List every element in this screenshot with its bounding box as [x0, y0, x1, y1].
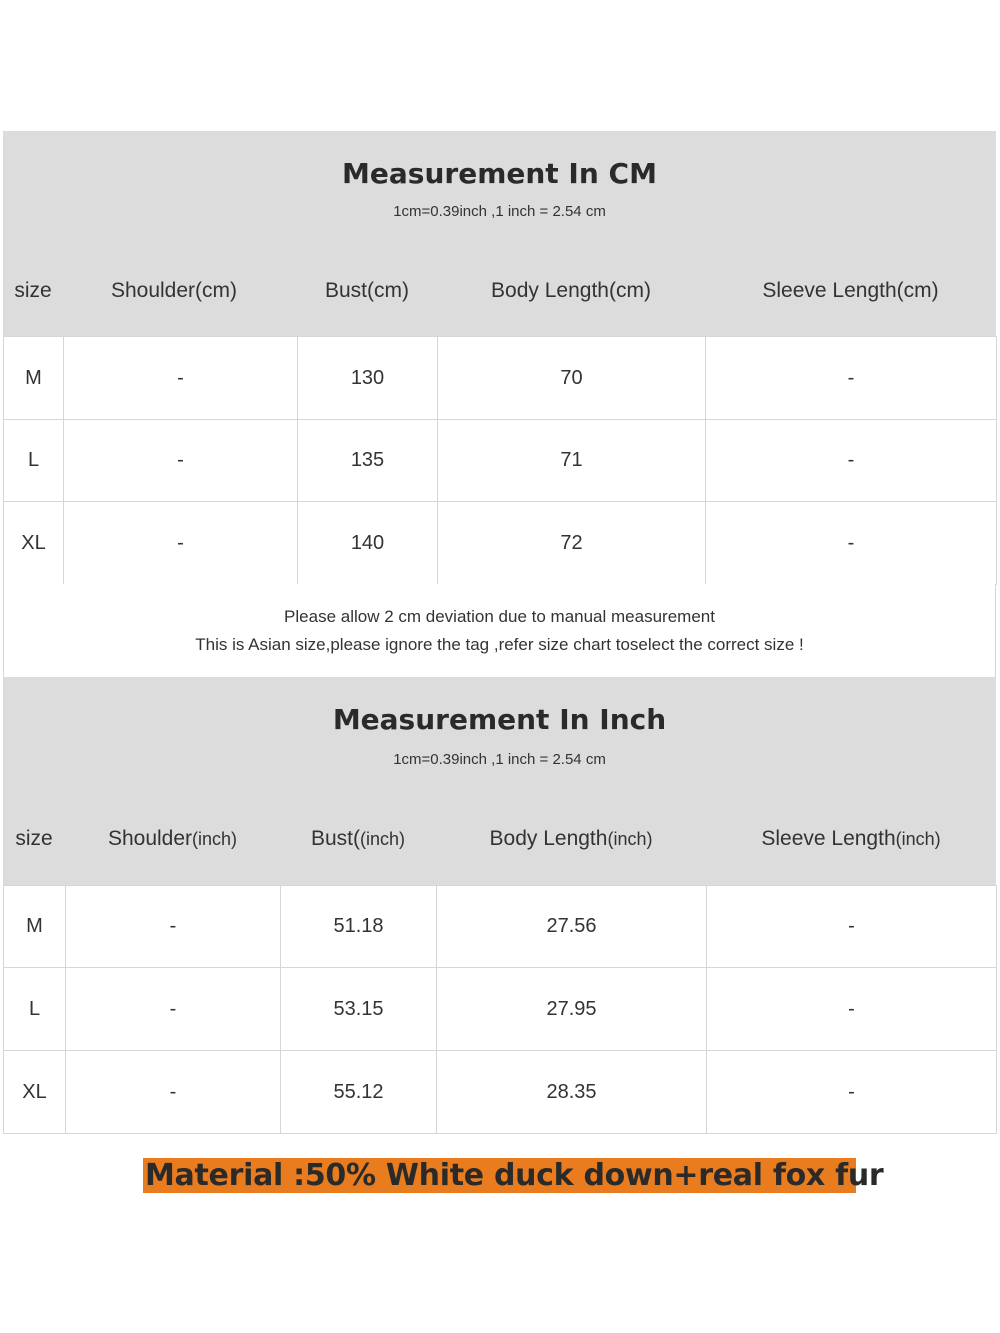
bust-cell: 55.12: [281, 1051, 437, 1134]
inch-header-sleeve-length: Sleeve Length(inch): [761, 827, 941, 850]
inch-header-shoulder: Shoulder(inch): [107, 827, 238, 850]
shoulder-cell: -: [64, 502, 298, 585]
inch-header: [3, 677, 996, 885]
table-row: [4, 886, 997, 968]
cm-title: Measurement In CM: [342, 157, 657, 190]
table-row: [4, 420, 997, 502]
sleeve-length-cell: -: [707, 968, 997, 1051]
bust-cell: 53.15: [281, 968, 437, 1051]
cm-header-sleeve-length: Sleeve Length(cm): [762, 279, 939, 302]
size-cell: XL: [4, 1051, 66, 1134]
size-cell: XL: [4, 502, 64, 585]
inch-table: [3, 885, 997, 1134]
measurement-note: [3, 584, 996, 678]
cm-header-bust: Bust(cm): [325, 279, 409, 302]
body-length-cell: 70: [438, 337, 706, 420]
body-length-cell: 27.95: [437, 968, 707, 1051]
shoulder-cell: -: [66, 968, 281, 1051]
cm-subtitle: 1cm=0.39inch ,1 inch = 2.54 cm: [393, 203, 606, 220]
inch-title: Measurement In Inch: [332, 703, 667, 736]
cm-section: [3, 131, 996, 585]
bust-cell: 51.18: [281, 886, 437, 968]
inch-subtitle: 1cm=0.39inch ,1 inch = 2.54 cm: [393, 751, 606, 768]
table-row: [4, 337, 997, 420]
body-length-cell: 28.35: [437, 1051, 707, 1134]
body-length-cell: 72: [438, 502, 706, 585]
sleeve-length-cell: -: [707, 1051, 997, 1134]
table-row: [4, 968, 997, 1051]
cm-header: [3, 131, 996, 336]
cm-header-body-length: Body Length(cm): [491, 279, 651, 302]
note-line-2: This is Asian size,please ignore the tag ,refer size chart toselect the correct size !: [195, 635, 804, 654]
cm-table: [3, 336, 997, 585]
table-row: [4, 1051, 997, 1134]
sleeve-length-cell: -: [706, 502, 997, 585]
sleeve-length-cell: -: [707, 886, 997, 968]
inch-header-bust: Bust((inch): [310, 827, 406, 850]
inch-section: [3, 677, 996, 1133]
shoulder-cell: -: [66, 1051, 281, 1134]
bust-cell: 130: [298, 337, 438, 420]
material-banner: [143, 1158, 884, 1193]
cm-header-shoulder: Shoulder(cm): [110, 279, 238, 302]
size-cell: M: [4, 886, 66, 968]
sleeve-length-cell: -: [706, 420, 997, 502]
shoulder-cell: -: [66, 886, 281, 968]
table-row: [4, 502, 997, 585]
note-line-1: Please allow 2 cm deviation due to manual measurement: [284, 607, 715, 626]
cm-header-size: size: [14, 279, 52, 302]
body-length-cell: 71: [438, 420, 706, 502]
inch-header-body-length: Body Length(inch): [489, 827, 653, 850]
shoulder-cell: -: [64, 337, 298, 420]
material-text: Material :50% White duck down+real fox fur: [145, 1158, 884, 1193]
size-cell: L: [4, 420, 64, 502]
body-length-cell: 27.56: [437, 886, 707, 968]
shoulder-cell: -: [64, 420, 298, 502]
bust-cell: 140: [298, 502, 438, 585]
size-cell: M: [4, 337, 64, 420]
bust-cell: 135: [298, 420, 438, 502]
sleeve-length-cell: -: [706, 337, 997, 420]
size-cell: L: [4, 968, 66, 1051]
inch-header-size: size: [15, 827, 53, 850]
